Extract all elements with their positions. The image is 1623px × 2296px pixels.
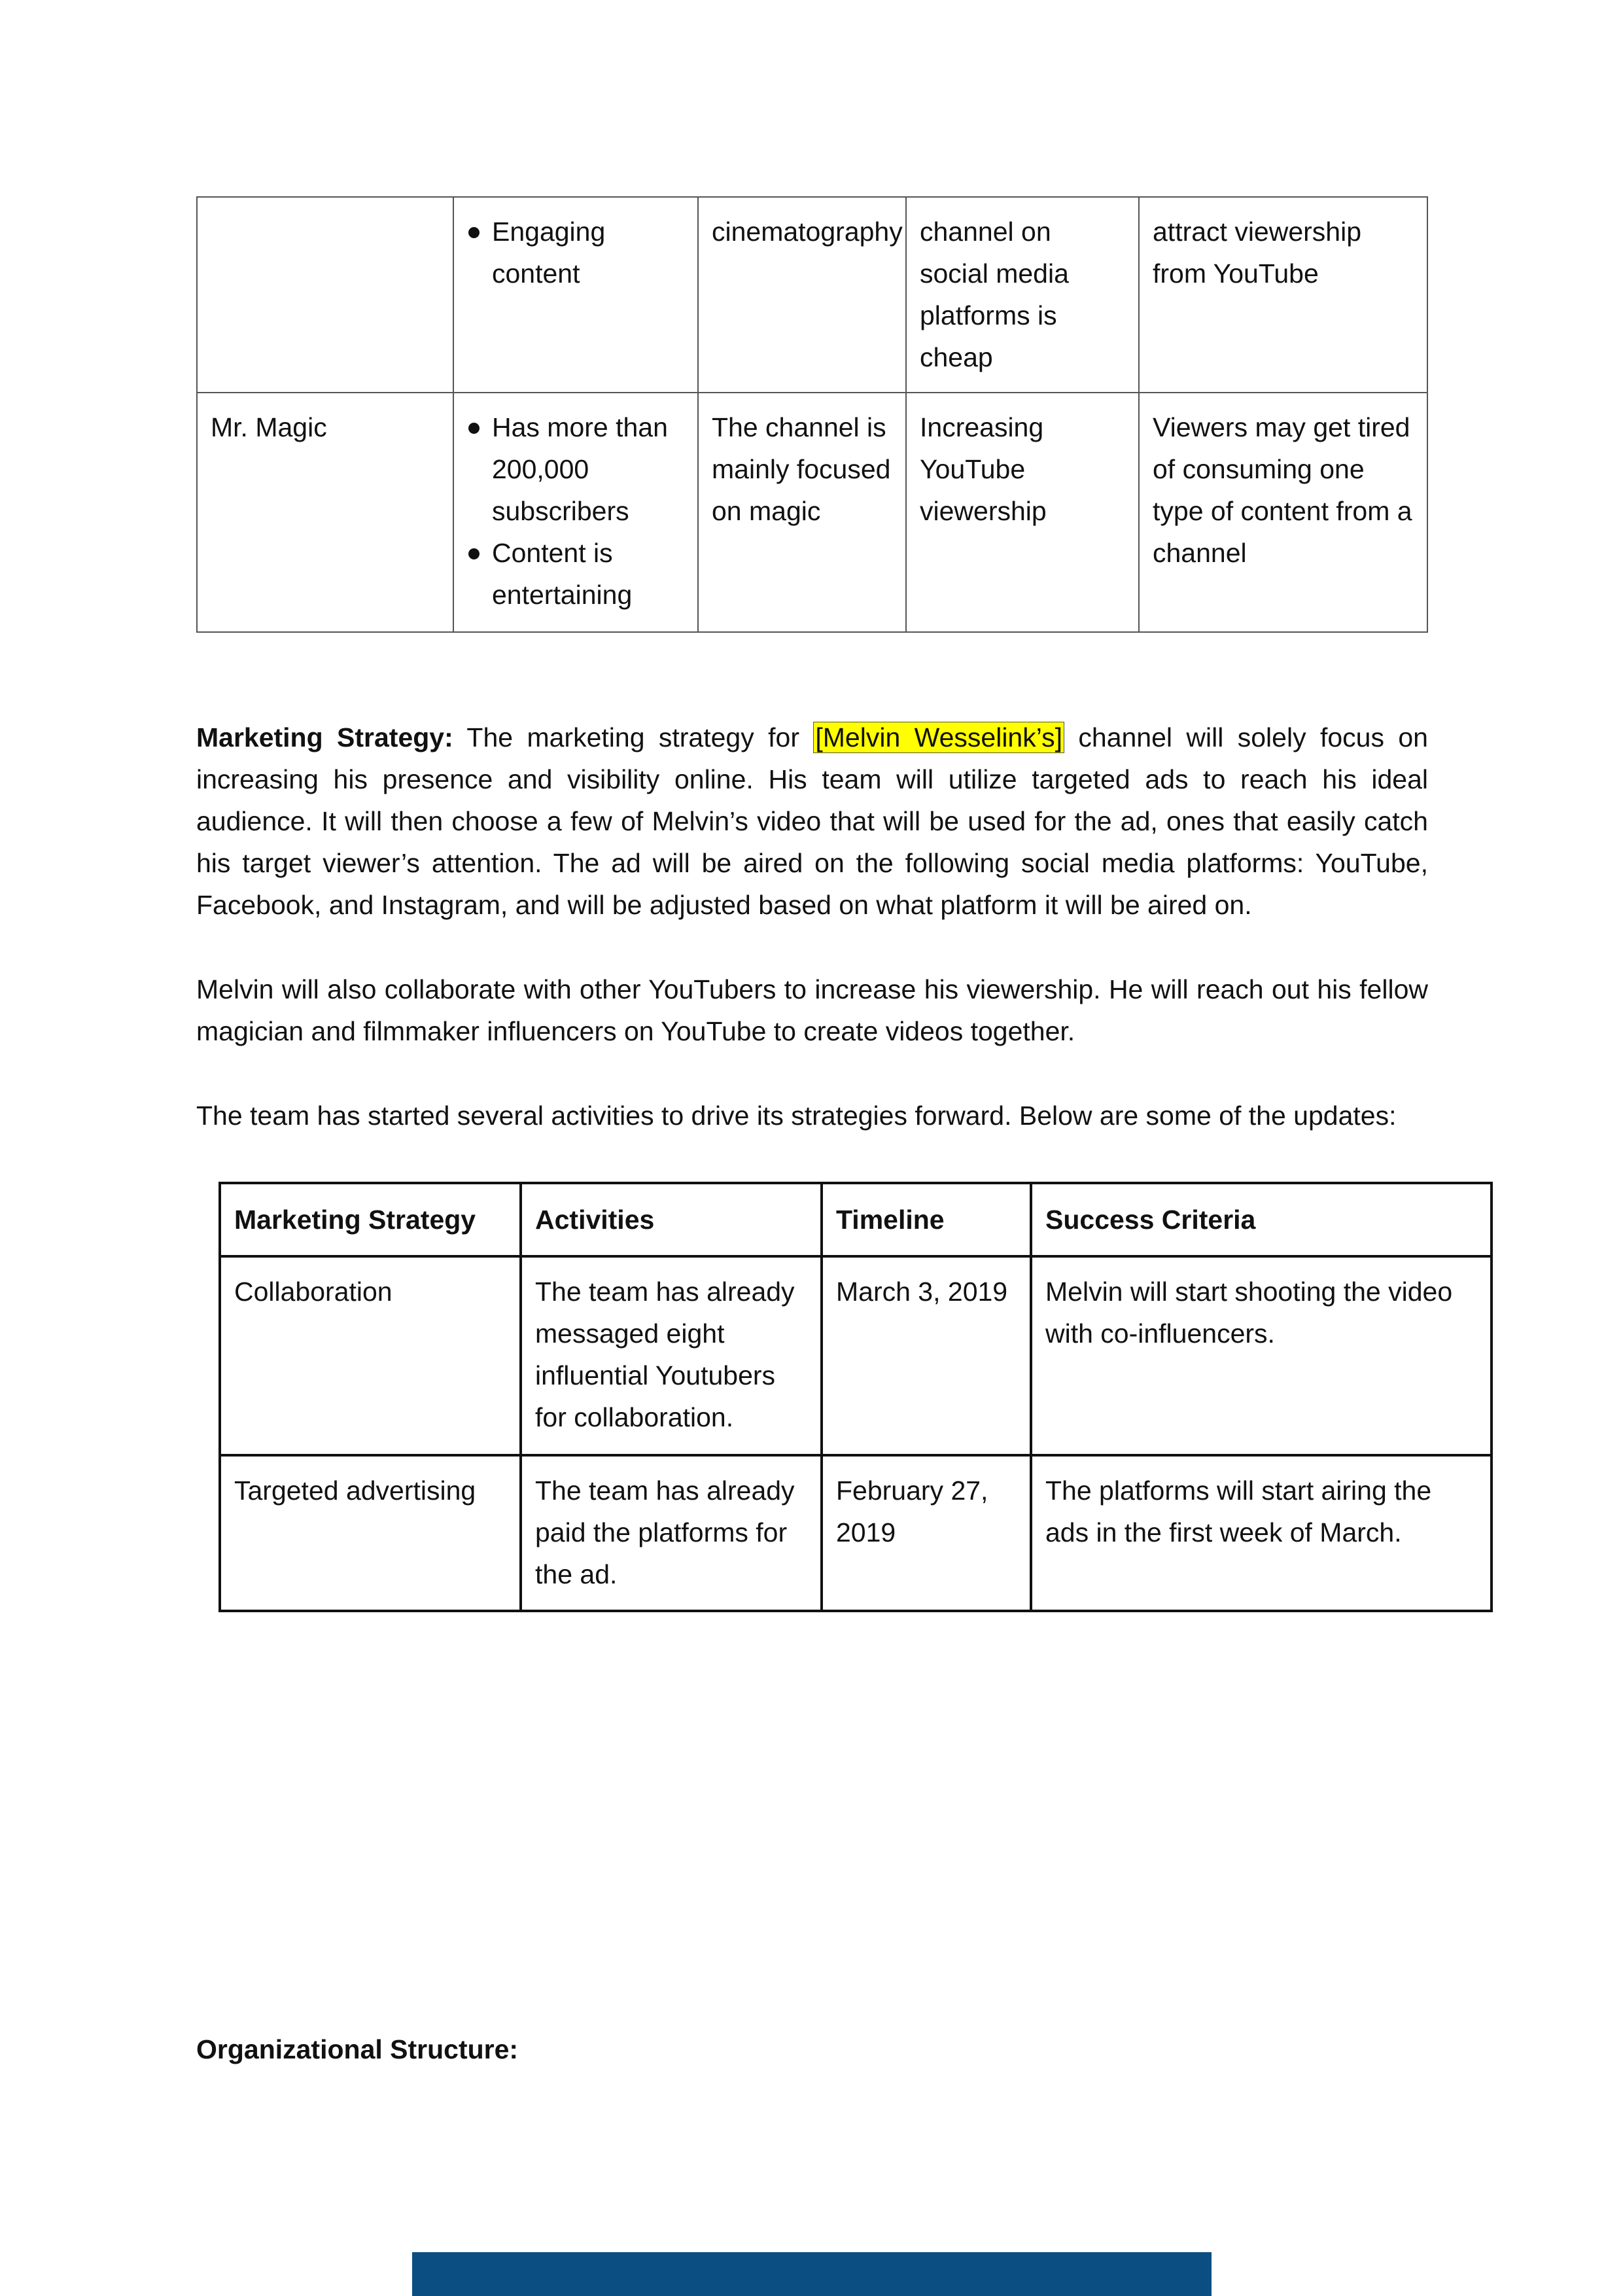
- table-cell: Melvin will start shooting the video with co-influencers.: [1031, 1256, 1492, 1455]
- list-item: Content is entertaining: [467, 532, 684, 616]
- table-row: [197, 393, 1427, 632]
- table-cell: The platforms will start airing the ads in the first week of March.: [1031, 1455, 1492, 1611]
- marketing-strategy-paragraph: [196, 716, 1428, 926]
- strengths-cell: [453, 393, 698, 632]
- table-header-row: [220, 1183, 1492, 1256]
- competitor-name-cell: [197, 197, 453, 393]
- list-item: Has more than 200,000 subscribers: [467, 406, 684, 532]
- marketing-strategy-heading: Marketing Strategy:: [196, 722, 453, 752]
- column-header: Timeline: [822, 1183, 1031, 1256]
- org-structure-heading: Organizational Structure:: [196, 2034, 519, 2064]
- table-cell: Targeted advertising: [220, 1455, 521, 1611]
- opportunities-cell: channel on social media platforms is cheap: [906, 197, 1139, 393]
- table-row: [220, 1455, 1492, 1611]
- table-cell: The team has already messaged eight influential Youtubers for collaboration.: [521, 1256, 822, 1455]
- footer-bar: [412, 2252, 1212, 2296]
- table-cell: Collaboration: [220, 1256, 521, 1455]
- paragraph-text: The marketing strategy for: [453, 722, 814, 752]
- list-item: Engaging content: [467, 211, 684, 294]
- table-row: [220, 1256, 1492, 1455]
- column-header: Activities: [521, 1183, 822, 1256]
- threats-cell: attract viewership from YouTube: [1139, 197, 1427, 393]
- column-header: Success Criteria: [1031, 1183, 1492, 1256]
- opportunities-cell: Increasing YouTube viewership: [906, 393, 1139, 632]
- competitor-table: [196, 196, 1428, 633]
- table-cell: The team has already paid the platforms for the ad.: [521, 1455, 822, 1611]
- collaboration-paragraph: Melvin will also collaborate with other YouTubers to increase his viewership. He will reach out his fellow magician and filmmaker influencers on YouTube to create videos together.: [196, 974, 1428, 1046]
- table-cell: March 3, 2019: [822, 1256, 1031, 1455]
- updates-table: [218, 1182, 1493, 1612]
- column-header: Marketing Strategy: [220, 1183, 521, 1256]
- updates-intro: The team has started several activities to drive its strategies forward. Below are some of the updates:: [196, 1101, 1397, 1131]
- weakness-cell: The channel is mainly focused on magic: [698, 393, 906, 632]
- threats-cell: Viewers may get tired of consuming one type of content from a channel: [1139, 393, 1427, 632]
- highlighted-placeholder: [Melvin Wesselink’s]: [813, 722, 1064, 753]
- paragraph-text: channel will solely focus on increasing his presence and visibility online. His team will utilize targeted ads to reach his ideal audience. It will then choose a few of Melvin’s video that will be used for the ad, ones that easily catch his target viewer’s attention. The ad will be aired on the following social media platforms: YouTube, Facebook, and Instagram, and will be adjusted based on what platform it will be aired on.: [196, 722, 1428, 920]
- weakness-cell: cinematography: [698, 197, 906, 393]
- competitor-name-cell: Mr. Magic: [197, 393, 453, 632]
- strengths-cell: [453, 197, 698, 393]
- table-cell: February 27, 2019: [822, 1455, 1031, 1611]
- table-row: [197, 197, 1427, 393]
